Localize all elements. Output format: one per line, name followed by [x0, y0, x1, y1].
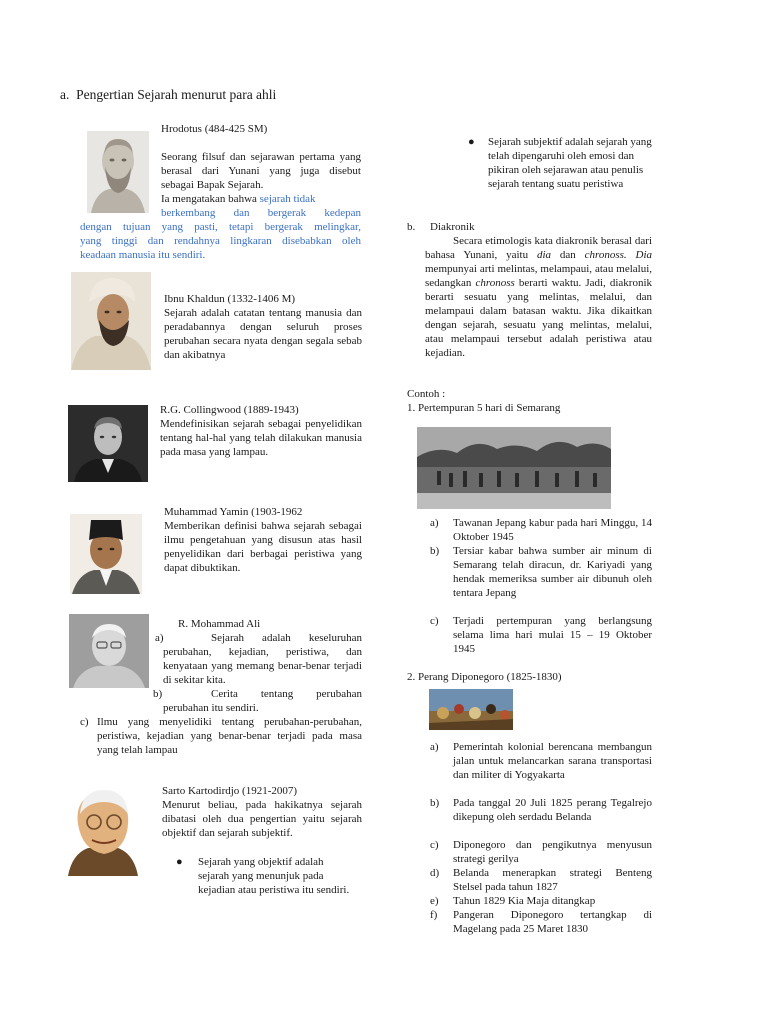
herodotus-description [161, 150, 361, 192]
item-marker: b) [153, 688, 163, 700]
herodotus-quote-line1 [161, 192, 361, 206]
mohammad-ali-item-b [153, 687, 362, 715]
ibnu-khaldun-portrait-image [71, 272, 151, 370]
diakronik-term-dia: dia [536, 249, 552, 261]
herodotus-quote-b: berkembang dan bergerak kedepan [161, 207, 361, 219]
example-2-item-f [430, 908, 652, 936]
diakronik-text-1: Secara etimologis kata diakronik berasal dari bahasa Yunani, yaitu [425, 235, 652, 261]
item-marker: e) [430, 895, 439, 907]
semarang-battle-photo [417, 427, 611, 509]
diakronik-text-dan: dan [559, 249, 576, 261]
mohammad-ali-item-c [80, 715, 362, 757]
example-2-item-e [430, 894, 652, 908]
bullet-dot-icon: ● [468, 136, 475, 148]
diponegoro-war-painting [429, 689, 513, 730]
example-2-item-c [430, 838, 652, 866]
diakronik-paragraph [425, 234, 652, 360]
example-2-item-d [430, 866, 652, 894]
herodotus-quote-intro: Ia mengatakan bahwa [161, 193, 257, 205]
item-marker: f) [430, 909, 438, 921]
section-title: Pengertian Sejarah menurut para ahli [76, 87, 277, 102]
diakronik-title: Diakronik [430, 221, 475, 233]
section-marker: a. [60, 87, 70, 102]
example-1-item-c [430, 614, 652, 656]
bullet-text: Sejarah subjektif adalah sejarah yang telah dipengaruhi oleh emosi dan pikiran oleh sejarawan atau penulis sejarah tentang suatu peristiwa [488, 136, 652, 190]
ibnu-khaldun-name: Ibnu Khaldun (1332-1406 M) [164, 293, 296, 305]
diakronik-term-chronoss2: chronoss [475, 277, 515, 289]
item-text: Tahun 1829 Kia Maja ditangkap [453, 895, 596, 907]
bullet-text: Sejarah yang objektif adalah sejarah yang menunjuk pada kejadian atau peristiwa itu sendiri. [198, 856, 350, 896]
muhammad-yamin-name: Muhammad Yamin (1903-1962 [164, 506, 303, 518]
muhammad-yamin-portrait-image [70, 514, 142, 594]
subjective-history-bullet [468, 135, 658, 191]
herodotus-desc-text: Seorang filsuf dan sejarawan pertama yang berasal dari Yunani yang juga disebut sebagai Bapak Sejarah. [161, 151, 361, 191]
item-marker: c) [430, 839, 439, 851]
diakronik-term-chronoss: chronoss. [584, 249, 627, 261]
collingwood-portrait-image [68, 405, 148, 482]
diakronik-text-2: mempunyai arti melintas, melampaui, atau melalui, sedangkan [425, 263, 652, 289]
mohammad-ali-portrait-image [69, 614, 149, 688]
herodotus-quote-c: dengan tujuan yang pasti, tetapi bergerak melingkar, [80, 221, 361, 233]
herodotus-quote-e: keadaan manusia itu sendiri. [80, 249, 206, 261]
herodotus-name: Hrodotus (484-425 SM) [161, 123, 268, 135]
diakronik-text-3: berarti waktu. Jadi, diakronik berarti sesuatu yang melintas, melalui, dan melampaui dalam batasan waktu. Jika dikaitkan dengan sejarah, sesuatu yang melintas, melalui, atau melampaui tersebut adalah peristiwa atau kejadian. [425, 277, 653, 359]
diakronik-marker: b. [407, 221, 416, 233]
bullet-dot-icon: ● [176, 856, 183, 868]
item-text: Tawanan Jepang kabur pada hari Minggu, 14 Oktober 1945 [453, 517, 652, 543]
sarto-kartodirdjo-caricature-image [58, 784, 148, 876]
item-text: Cerita tentang perubahan perubahan itu sendiri. [163, 688, 362, 714]
item-marker: a) [430, 517, 439, 529]
item-marker: a) [155, 632, 164, 644]
item-marker: b) [430, 545, 440, 557]
item-text: Pemerintah kolonial berencana membangun jalan untuk melancarkan sarana transportasi dan militer di Yogyakarta [453, 741, 652, 781]
example-1-title: 1. Pertempuran 5 hari di Semarang [407, 402, 561, 414]
example-2-title: 2. Perang Diponegoro (1825-1830) [407, 671, 562, 683]
objective-history-bullet [176, 855, 356, 897]
item-text: Pangeran Diponegoro tertangkap di Magelang pada 25 Maret 1830 [453, 909, 652, 935]
diakronik-term-dia2: Dia [635, 249, 653, 261]
item-text: Terjadi pertempuran yang berlangsung selama lima hari mulai 15 – 19 Oktober 1945 [453, 615, 652, 655]
muhammad-yamin-description: Memberikan definisi bahwa sejarah sebagai ilmu pengetahuan yang disusun atas hasil penyelidikan dari berbagai peristiwa yang dapat dibuktikan. [164, 520, 362, 574]
herodotus-bust-image [87, 131, 149, 213]
item-text: Pada tanggal 20 Juli 1825 perang Tegalrejo dikepung oleh serdadu Belanda [453, 797, 652, 823]
item-marker: d) [430, 867, 440, 879]
contoh-label: Contoh : [407, 388, 446, 400]
item-text: Diponegoro dan pengikutnya menyusun strategi gerilya [453, 839, 652, 865]
example-2-item-b [430, 796, 652, 838]
example-2-item-a [430, 740, 652, 796]
item-marker: b) [430, 797, 440, 809]
sarto-kartodirdjo-description: Menurut beliau, pada hakikatnya sejarah dibatasi oleh dua pengertian yaitu sejarah objektif dan sejarah subjektif. [162, 799, 362, 839]
item-marker: a) [430, 741, 439, 753]
section-heading [60, 88, 276, 102]
ibnu-khaldun-description: Sejarah adalah catatan tentang manusia dan peradabannya dengan seluruh proses perubahan secara nyata dengan segala sebab dan akibatnya [164, 307, 362, 361]
item-text: Ilmu yang menyelidiki tentang perubahan-perubahan, peristiwa, kejadian yang benar-benar terjadi pada masa yang telah lampau [97, 716, 362, 756]
item-marker: c) [430, 615, 439, 627]
herodotus-quote-a: sejarah tidak [259, 193, 316, 205]
example-1-item-a [430, 516, 652, 544]
example-1-item-b [430, 544, 652, 614]
item-text: Tersiar kabar bahwa sumber air minum di Semarang telah diracun, dr. Kariyadi yang hendak memeriksa sumber air dibunuh oleh tentara Jepang [453, 545, 652, 599]
collingwood-name: R.G. Collingwood (1889-1943) [160, 404, 299, 416]
collingwood-description: Mendefinisikan sejarah sebagai penyelidikan tentang hal-hal yang telah dilakukan manusia pada masa yang lampau. [160, 418, 362, 458]
herodotus-quote-d: yang tinggi dan rendahnya lingkaran disebabkan oleh [80, 235, 361, 247]
diakronik-heading [407, 220, 657, 234]
item-text: Sejarah adalah keseluruhan perubahan, kejadian, peristiwa, dan kenyataan yang memang benar-benar terjadi di sekitar kita. [163, 632, 362, 686]
item-text: Belanda menerapkan strategi Benteng Stelsel pada tahun 1827 [453, 867, 652, 893]
mohammad-ali-name: R. Mohammad Ali [178, 618, 261, 630]
item-marker: c) [80, 716, 89, 728]
sarto-kartodirdjo-name: Sarto Kartodirdjo (1921-2007) [162, 785, 298, 797]
mohammad-ali-item-a [155, 631, 362, 687]
